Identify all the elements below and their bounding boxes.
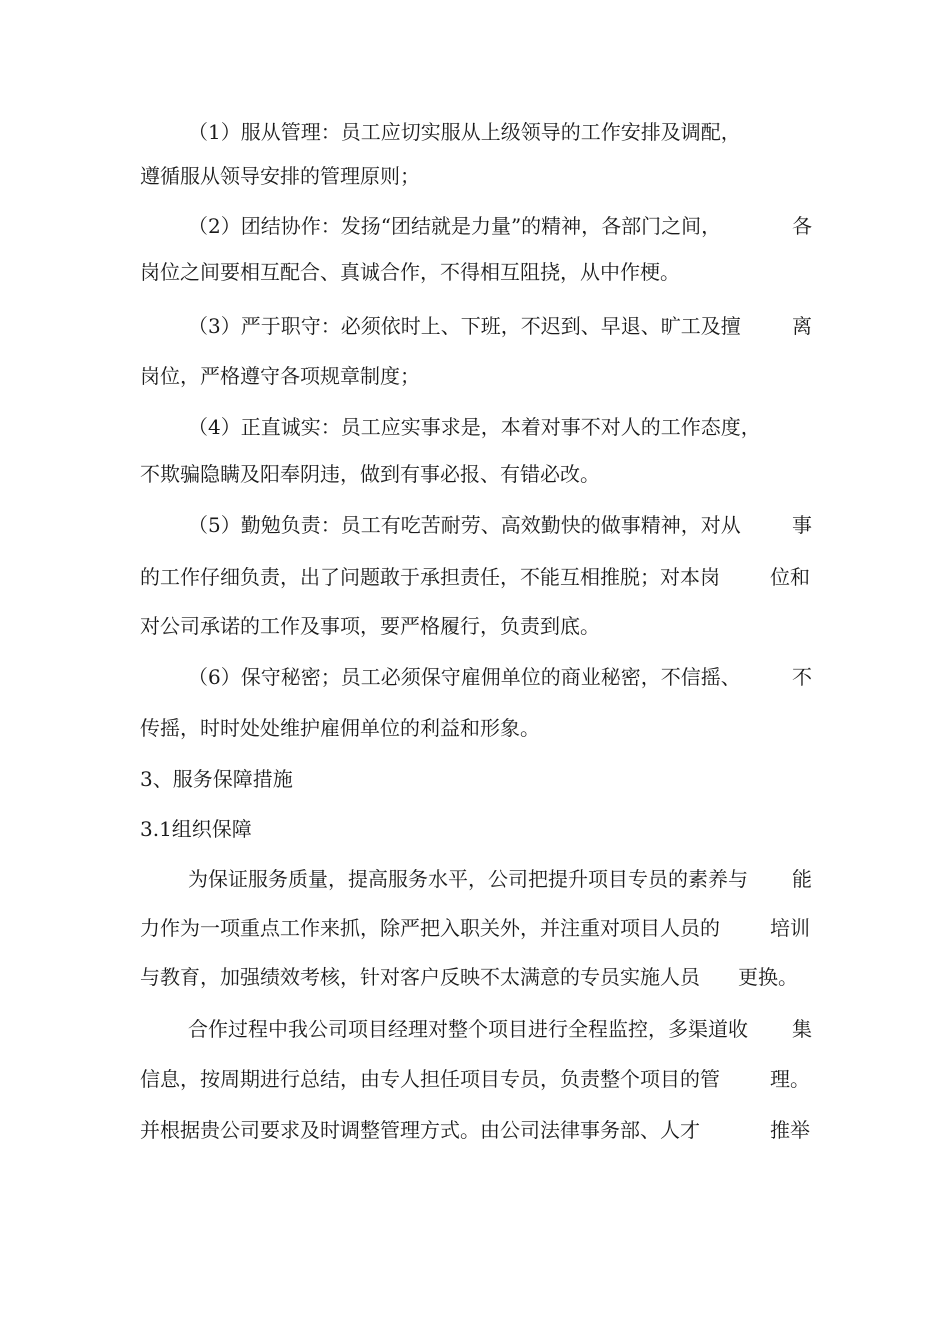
text: 并根据贵公司要求及时调整管理方式。由公司法律事务部、人才 — [140, 1118, 700, 1142]
text: 对公司承诺的工作及事项，要严格履行，负责到底。 — [140, 614, 600, 638]
text: 遵循服从领导安排的管理原则； — [140, 164, 420, 188]
text: 培训 — [770, 916, 810, 940]
text: 位和 — [770, 565, 810, 589]
text: 为保证服务质量，提高服务水平，公司把提升项目专员的素养与 — [188, 867, 748, 891]
text: 传摇，时时处处维护雇佣单位的利益和形象。 — [140, 716, 540, 740]
heading-text: 3、服务保障措施 — [140, 767, 293, 791]
text: （6）保守秘密；员工必须保守雇佣单位的商业秘密，不信摇、 — [188, 665, 741, 689]
text: 岗位之间要相互配合、真诚合作，不得相互阻挠，从中作梗。 — [140, 260, 680, 284]
text: 的工作仔细负责，出了问题敢于承担责任，不能互相推脱；对本岗 — [140, 565, 720, 589]
text: 集 — [792, 1017, 812, 1041]
text: 信息，按周期进行总结，由专人担任项目专员，负责整个项目的管 — [140, 1067, 720, 1091]
heading-text: 3.1组织保障 — [140, 817, 252, 841]
text: （2）团结协作：发扬“团结就是力量”的精神，各部门之间， — [188, 214, 722, 238]
text: 更换。 — [738, 965, 798, 989]
text: 理。 — [770, 1067, 810, 1091]
text: 推举 — [770, 1118, 810, 1142]
text: 与教育，加强绩效考核，针对客户反映不太满意的专员实施人员 — [140, 965, 700, 989]
text: 各 — [792, 214, 812, 238]
text: （5）勤勉负责：员工有吃苦耐劳、高效勤快的做事精神，对从 — [188, 513, 741, 537]
text: 能 — [792, 867, 812, 891]
text: 事 — [792, 513, 812, 537]
text: 合作过程中我公司项目经理对整个项目进行全程监控，多渠道收 — [188, 1017, 748, 1041]
text: 力作为一项重点工作来抓，除严把入职关外，并注重对项目人员的 — [140, 916, 720, 940]
text: 离 — [792, 314, 812, 338]
text: 不欺骗隐瞒及阳奉阴违，做到有事必报、有错必改。 — [140, 462, 600, 486]
text: 岗位，严格遵守各项规章制度； — [140, 364, 420, 388]
text: （1）服从管理：员工应切实服从上级领导的工作安排及调配， — [188, 120, 741, 144]
text: （4）正直诚实：员工应实事求是，本着对事不对人的工作态度， — [188, 415, 761, 439]
text: （3）严于职守：必须依时上、下班，不迟到、早退、旷工及擅 — [188, 314, 741, 338]
text: 不 — [792, 665, 812, 689]
